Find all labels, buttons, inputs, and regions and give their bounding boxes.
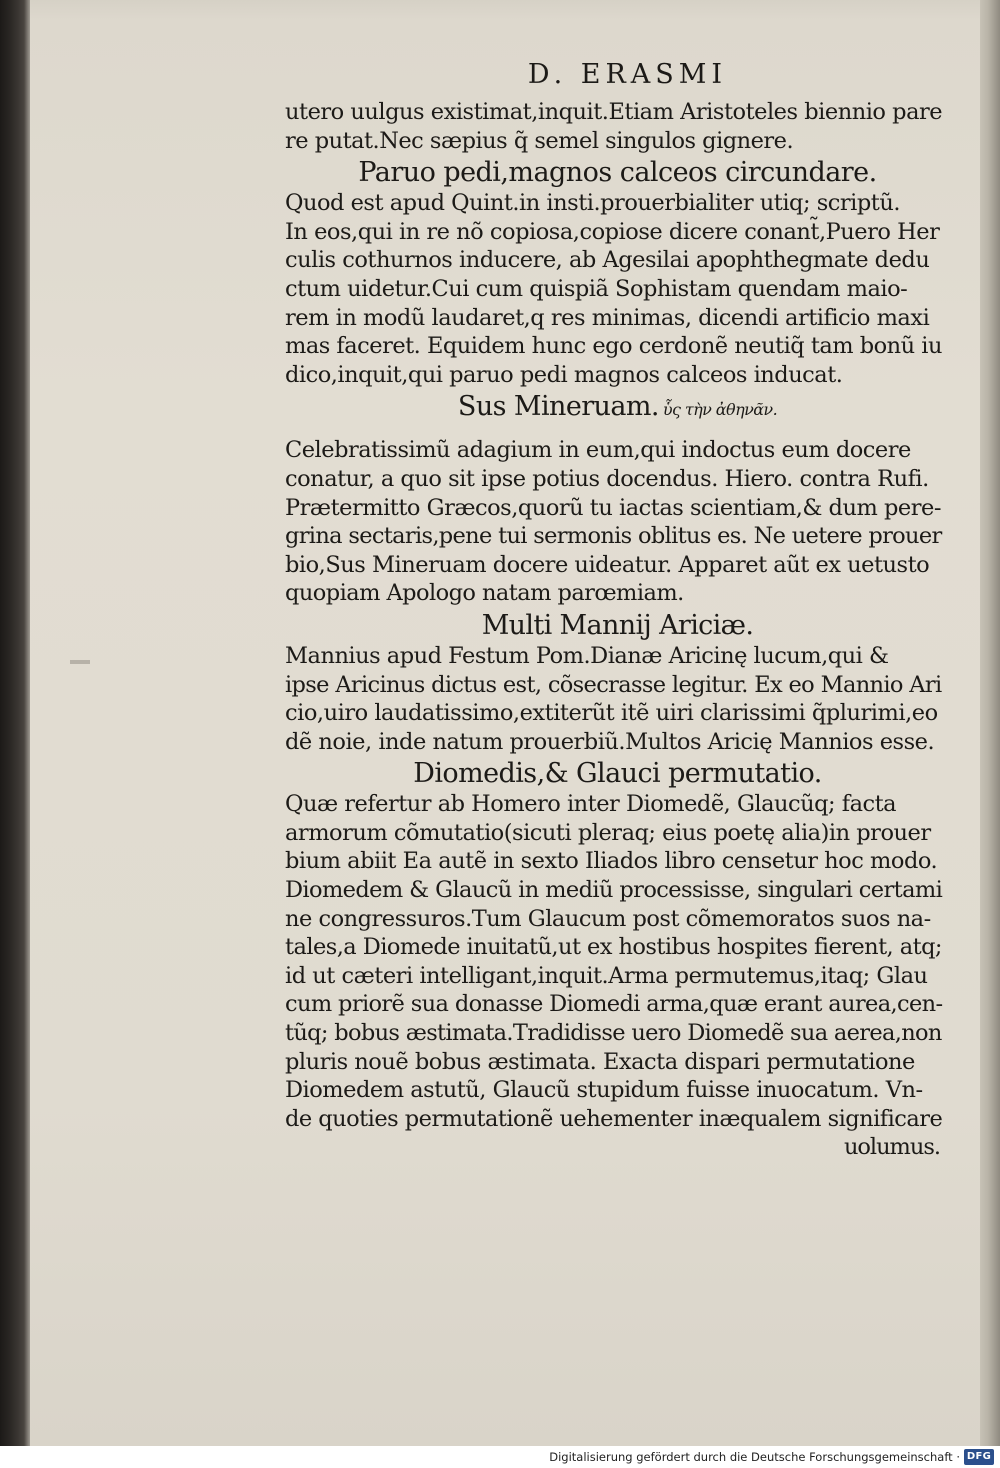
text-line: cio,uiro laudatissimo,extiterũt itẽ uiri clarissimi q̃plurimi,eo — [285, 700, 938, 727]
adage-title: Multi Mannij Ariciæ. — [481, 609, 754, 641]
footer-bar — [0, 1446, 1000, 1468]
text-line: culis cothurnos inducere, ab Agesilai apophthegmate dedu — [285, 247, 930, 274]
text-line: quopiam Apologo natam parœmiam. — [285, 580, 684, 607]
page-content — [285, 98, 950, 1162]
text-line: utero uulgus existimat,inquit.Etiam Aristoteles biennio pare — [285, 99, 943, 125]
text-line: Diomedem & Glaucũ in mediũ processisse, singulari certami — [285, 877, 943, 904]
adage-title: Paruo pedi,magnos calceos circundare. — [358, 157, 877, 189]
text-line: cum priorẽ sua donasse Diomedi arma,quæ erant aurea,cen- — [285, 991, 943, 1018]
text-line: Quæ refertur ab Homero inter Diomedẽ, Glaucũq; facta — [285, 791, 897, 818]
text-line: grina sectaris,pene tui sermonis oblitus es. Ne uetere prouer — [285, 523, 942, 550]
text-line: ne congressuros.Tum Glaucum post cõmemoratos suos na- — [285, 905, 931, 932]
paragraph — [285, 436, 950, 608]
text-line: armorum cõmutatio(sicuti pleraq; eius poetę alia)in prouer — [285, 819, 931, 846]
paragraph — [285, 642, 950, 756]
paragraph — [285, 790, 950, 1133]
text-line: rem in modũ laudaret,q res minimas, dicendi artificio maxi — [285, 304, 930, 331]
paragraph — [285, 189, 950, 389]
text-line: mas faceret. Equidem hunc ego cerdonẽ neutiq̃ tam bonũ iu — [285, 333, 942, 360]
text-line: Prætermitto Græcos,quorũ tu iactas scientiam,& dum pere- — [285, 494, 941, 521]
text-line: tũq; bobus æstimata.Tradidisse uero Diomedẽ sua aerea,non — [285, 1020, 942, 1047]
adage-heading — [285, 157, 950, 188]
text-column — [285, 60, 950, 1162]
text-line: dẽ noie, inde natum prouerbiũ.Multos Aricię Mannios esse. — [285, 728, 935, 755]
text-line: pluris nouẽ bobus æstimata. Exacta dispari permutatione — [285, 1048, 915, 1075]
text-line: id ut cæteri intelligant,inquit.Arma permutemus,itaq; Glau — [285, 962, 928, 989]
text-line: conatur, a quo sit ipse potius docendus. Hiero. contra Rufi. — [285, 465, 929, 492]
text-line: bio,Sus Mineruam docere uideatur. Apparet aũt ex uetusto — [285, 551, 930, 578]
text-line: Celebratissimũ adagium in eum,qui indoctus eum docere — [285, 437, 911, 464]
catchword-line: uolumus. — [843, 1134, 940, 1161]
page-edge-mark — [70, 660, 90, 664]
text-line: ipse Aricinus dictus est, cõsecrasse legitur. Ex eo Mannio Ari — [285, 671, 942, 698]
adage-title: Sus Mineruam. — [457, 391, 659, 423]
running-head: D. ERASMI — [527, 59, 728, 90]
spacer — [285, 426, 950, 436]
adage-heading — [285, 758, 950, 789]
dfg-logo[interactable]: DFG — [964, 1449, 994, 1465]
adage-title: Diomedis,& Glauci permutatio. — [413, 758, 822, 790]
adage-greek: ὗς τὴν ἀθηνᾶν. — [662, 400, 778, 420]
text-line: de quoties permutationẽ uehementer inæqualem significare — [285, 1105, 943, 1132]
text-line: ctum uidetur.Cui cum quispiã Sophistam quendam maio- — [285, 275, 908, 302]
text-line: In eos,qui in re nõ copiosa,copiose dicere conant̃,Puero Her — [285, 218, 940, 245]
text-line: re putat.Nec sæpius q̃ semel singulos gignere. — [285, 127, 794, 154]
text-line: dico,inquit,qui paruo pedi magnos calceos inducat. — [285, 361, 843, 388]
text-line: Mannius apud Festum Pom.Dianæ Aricinę lucum,qui & — [285, 642, 889, 669]
paragraph — [285, 98, 950, 155]
adage-heading — [285, 610, 950, 641]
text-line: Quod est apud Quint.in insti.prouerbialiter utiq; scriptũ. — [285, 190, 901, 217]
footer-credit: Digitalisierung gefördert durch die Deutsche Forschungsgemeinschaft · — [549, 1450, 960, 1464]
text-line: Diomedem astutũ, Glaucũ stupidum fuisse inuocatum. Vn- — [285, 1077, 923, 1104]
text-line: tales,a Diomede inuitatũ,ut ex hostibus hospites fierent, atq; — [285, 934, 942, 961]
text-line: bium abiit Ea autẽ in sexto Iliados libro censetur hoc modo. — [285, 848, 938, 875]
adage-heading — [285, 391, 950, 425]
